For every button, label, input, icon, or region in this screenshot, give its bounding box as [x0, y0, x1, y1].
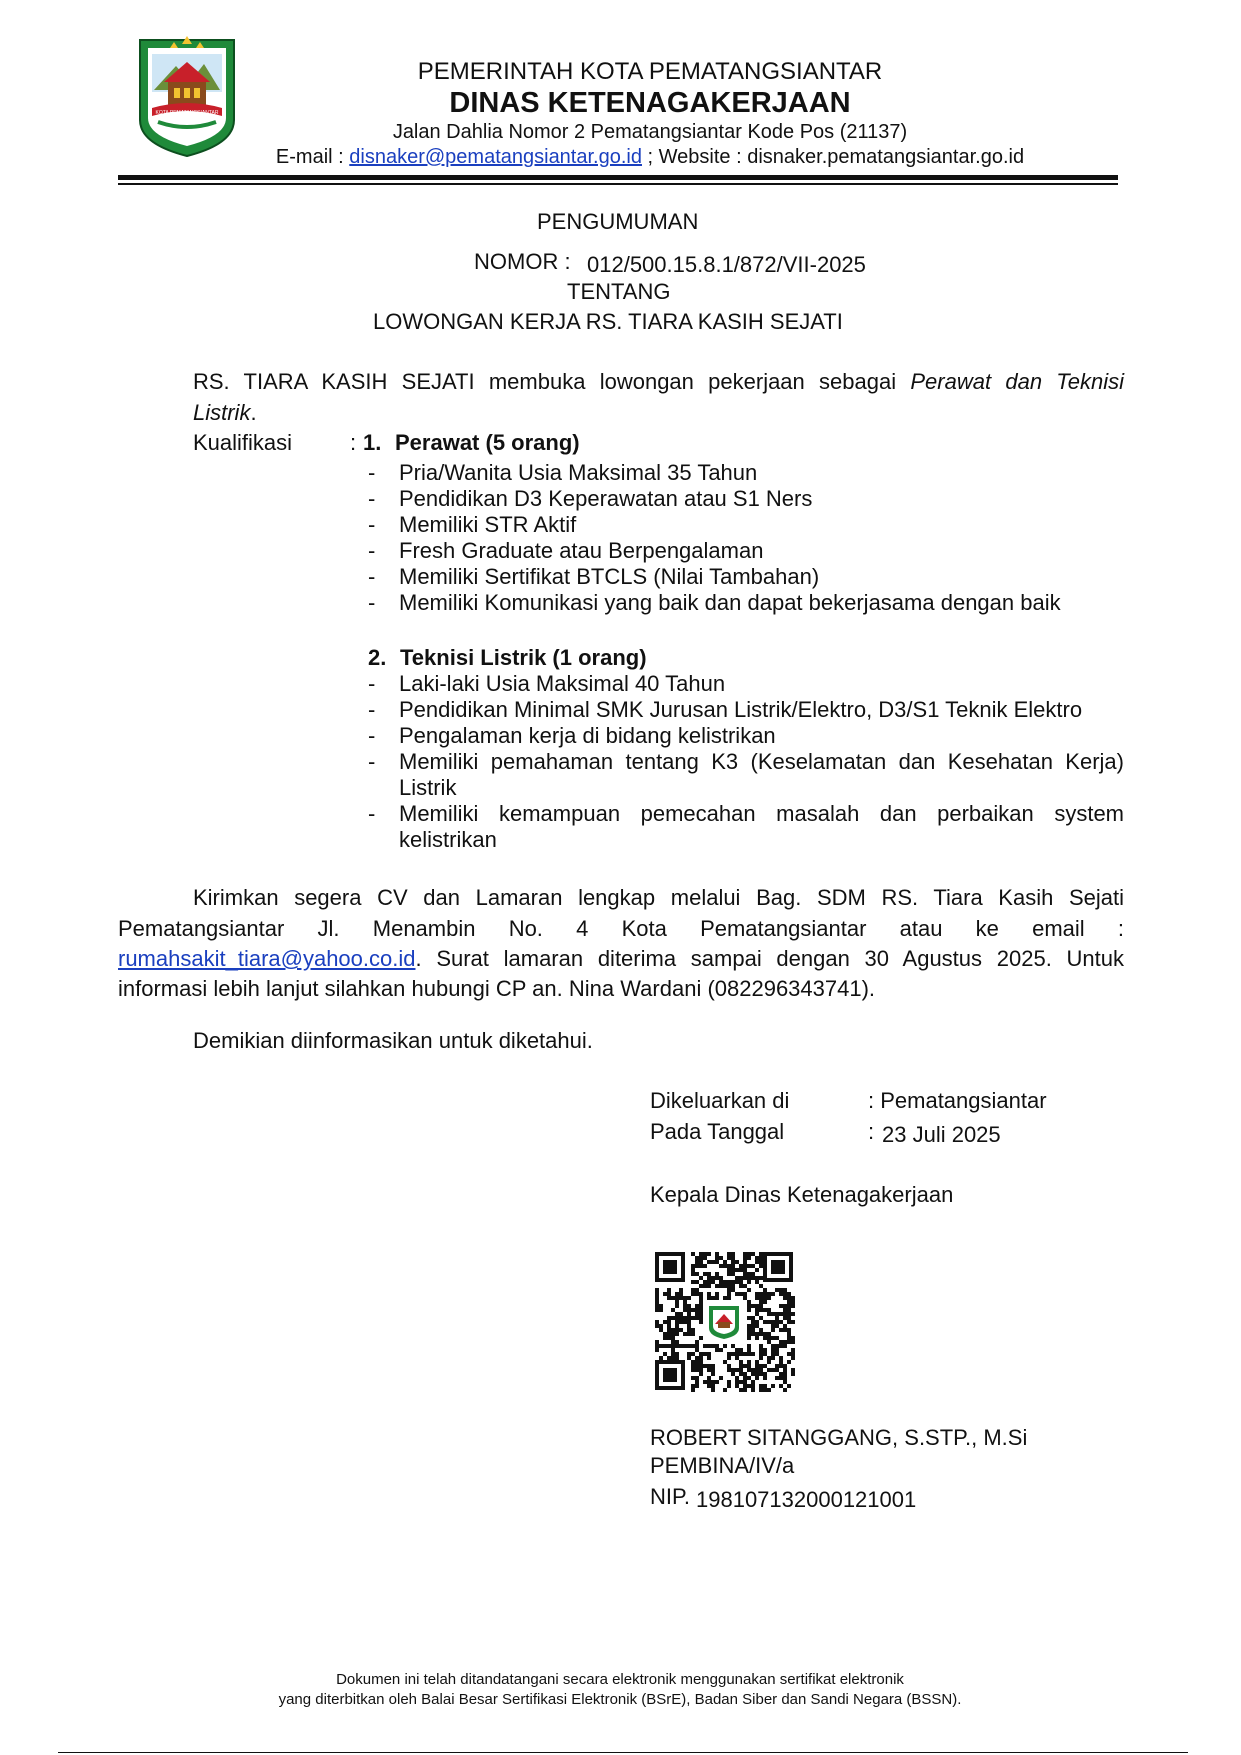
position-1-title: Perawat (5 orang): [395, 430, 580, 455]
intro-line-2: [193, 400, 257, 426]
closing-text: Demikian diinformasikan untuk diketahui.: [193, 1028, 593, 1053]
agency-address: Jalan Dahlia Nomor 2 Pematangsiantar Kode Pos (21137): [392, 121, 908, 143]
position-2-number: 2.: [368, 645, 387, 670]
announcement-heading: PENGUMUMAN: [537, 209, 699, 234]
qr-code-icon: [653, 1250, 795, 1392]
kualifikasi-label: Kualifikasi: [193, 430, 293, 455]
position-1-number: 1.: [363, 430, 382, 455]
gov-name: PEMERINTAH KOTA PEMATANGSIANTAR: [417, 58, 883, 85]
body-line-3: [118, 946, 1124, 972]
nomor-label: NOMOR :: [474, 249, 571, 274]
intro-line-1: [193, 369, 1124, 395]
date-label: Pada Tanggal: [650, 1119, 785, 1144]
svg-text:KOTA PEMATANGSIANTAR: KOTA PEMATANGSIANTAR: [155, 110, 219, 116]
esign-note-line-2: yang diterbitkan oleh Balai Besar Sertifikasi Elektronik (BSrE), Badan Siber dan Sandi Negara (BSSN).: [278, 1691, 962, 1708]
letterhead-divider-thick: [118, 175, 1118, 180]
agency-contact: [230, 145, 1070, 169]
intro-period: .: [250, 400, 257, 425]
website-text: ; Website : disnaker.pematangsiantar.go.id: [647, 146, 1025, 168]
city-seal-icon: [134, 32, 240, 160]
signature-qr-code: [653, 1250, 795, 1392]
intro-positions-italic: Perawat dan Teknisi: [910, 369, 1124, 394]
email-label: E-mail :: [275, 146, 344, 168]
announcement-subject: LOWONGAN KERJA RS. TIARA KASIH SEJATI: [373, 309, 843, 334]
esign-note-line-1: Dokumen ini telah ditandatangani secara elektronik menggunakan sertifikat elektronik: [336, 1671, 904, 1688]
agency-name: DINAS KETENAGAKERJAAN: [449, 87, 851, 119]
nip-value: 198107132000121001: [696, 1487, 917, 1512]
position-2-title: Teknisi Listrik (1 orang): [400, 645, 647, 670]
date-colon: :: [868, 1119, 875, 1144]
signer-name: ROBERT SITANGGANG, S.STP., M.Si: [650, 1425, 1028, 1450]
issued-label: Dikeluarkan di: [650, 1088, 790, 1113]
nomor-value: 012/500.15.8.1/872/VII-2025: [587, 252, 866, 277]
issued-value: : Pematangsiantar: [868, 1088, 1047, 1113]
letterhead-divider-thin: [118, 183, 1118, 185]
nip-label: NIP.: [650, 1484, 690, 1509]
city-logo: [134, 32, 240, 160]
body-line-1: Kirimkan segera CV dan Lamaran lengkap melalui Bag. SDM RS. Tiara Kasih Sejati: [193, 885, 1124, 910]
tentang-label: TENTANG: [567, 279, 671, 304]
kualifikasi-colon: :: [350, 430, 357, 455]
date-value: 23 Juli 2025: [882, 1122, 1001, 1147]
signer-position: Kepala Dinas Ketenagakerjaan: [650, 1182, 954, 1207]
body-line-4: informasi lebih lanjut silahkan hubungi CP an. Nina Wardani (082296343741).: [118, 976, 876, 1001]
body-line-2: Pematangsiantar Jl. Menambin No. 4 Kota Pematangsiantar atau ke email :: [118, 916, 1124, 941]
agency-email-link[interactable]: disnaker@pematangsiantar.go.id: [349, 146, 642, 168]
intro-positions-italic-2: Listrik: [193, 400, 251, 425]
signer-rank: PEMBINA/IV/a: [650, 1453, 795, 1478]
deadline-text: . Surat lamaran diterima sampai dengan 30 Agustus 2025. Untuk: [415, 946, 1124, 971]
intro-text: RS. TIARA KASIH SEJATI membuka lowongan pekerjaan sebagai: [193, 369, 897, 394]
hospital-email-link[interactable]: rumahsakit_tiara@yahoo.co.id: [118, 946, 416, 971]
footer-divider: [58, 1752, 1188, 1753]
